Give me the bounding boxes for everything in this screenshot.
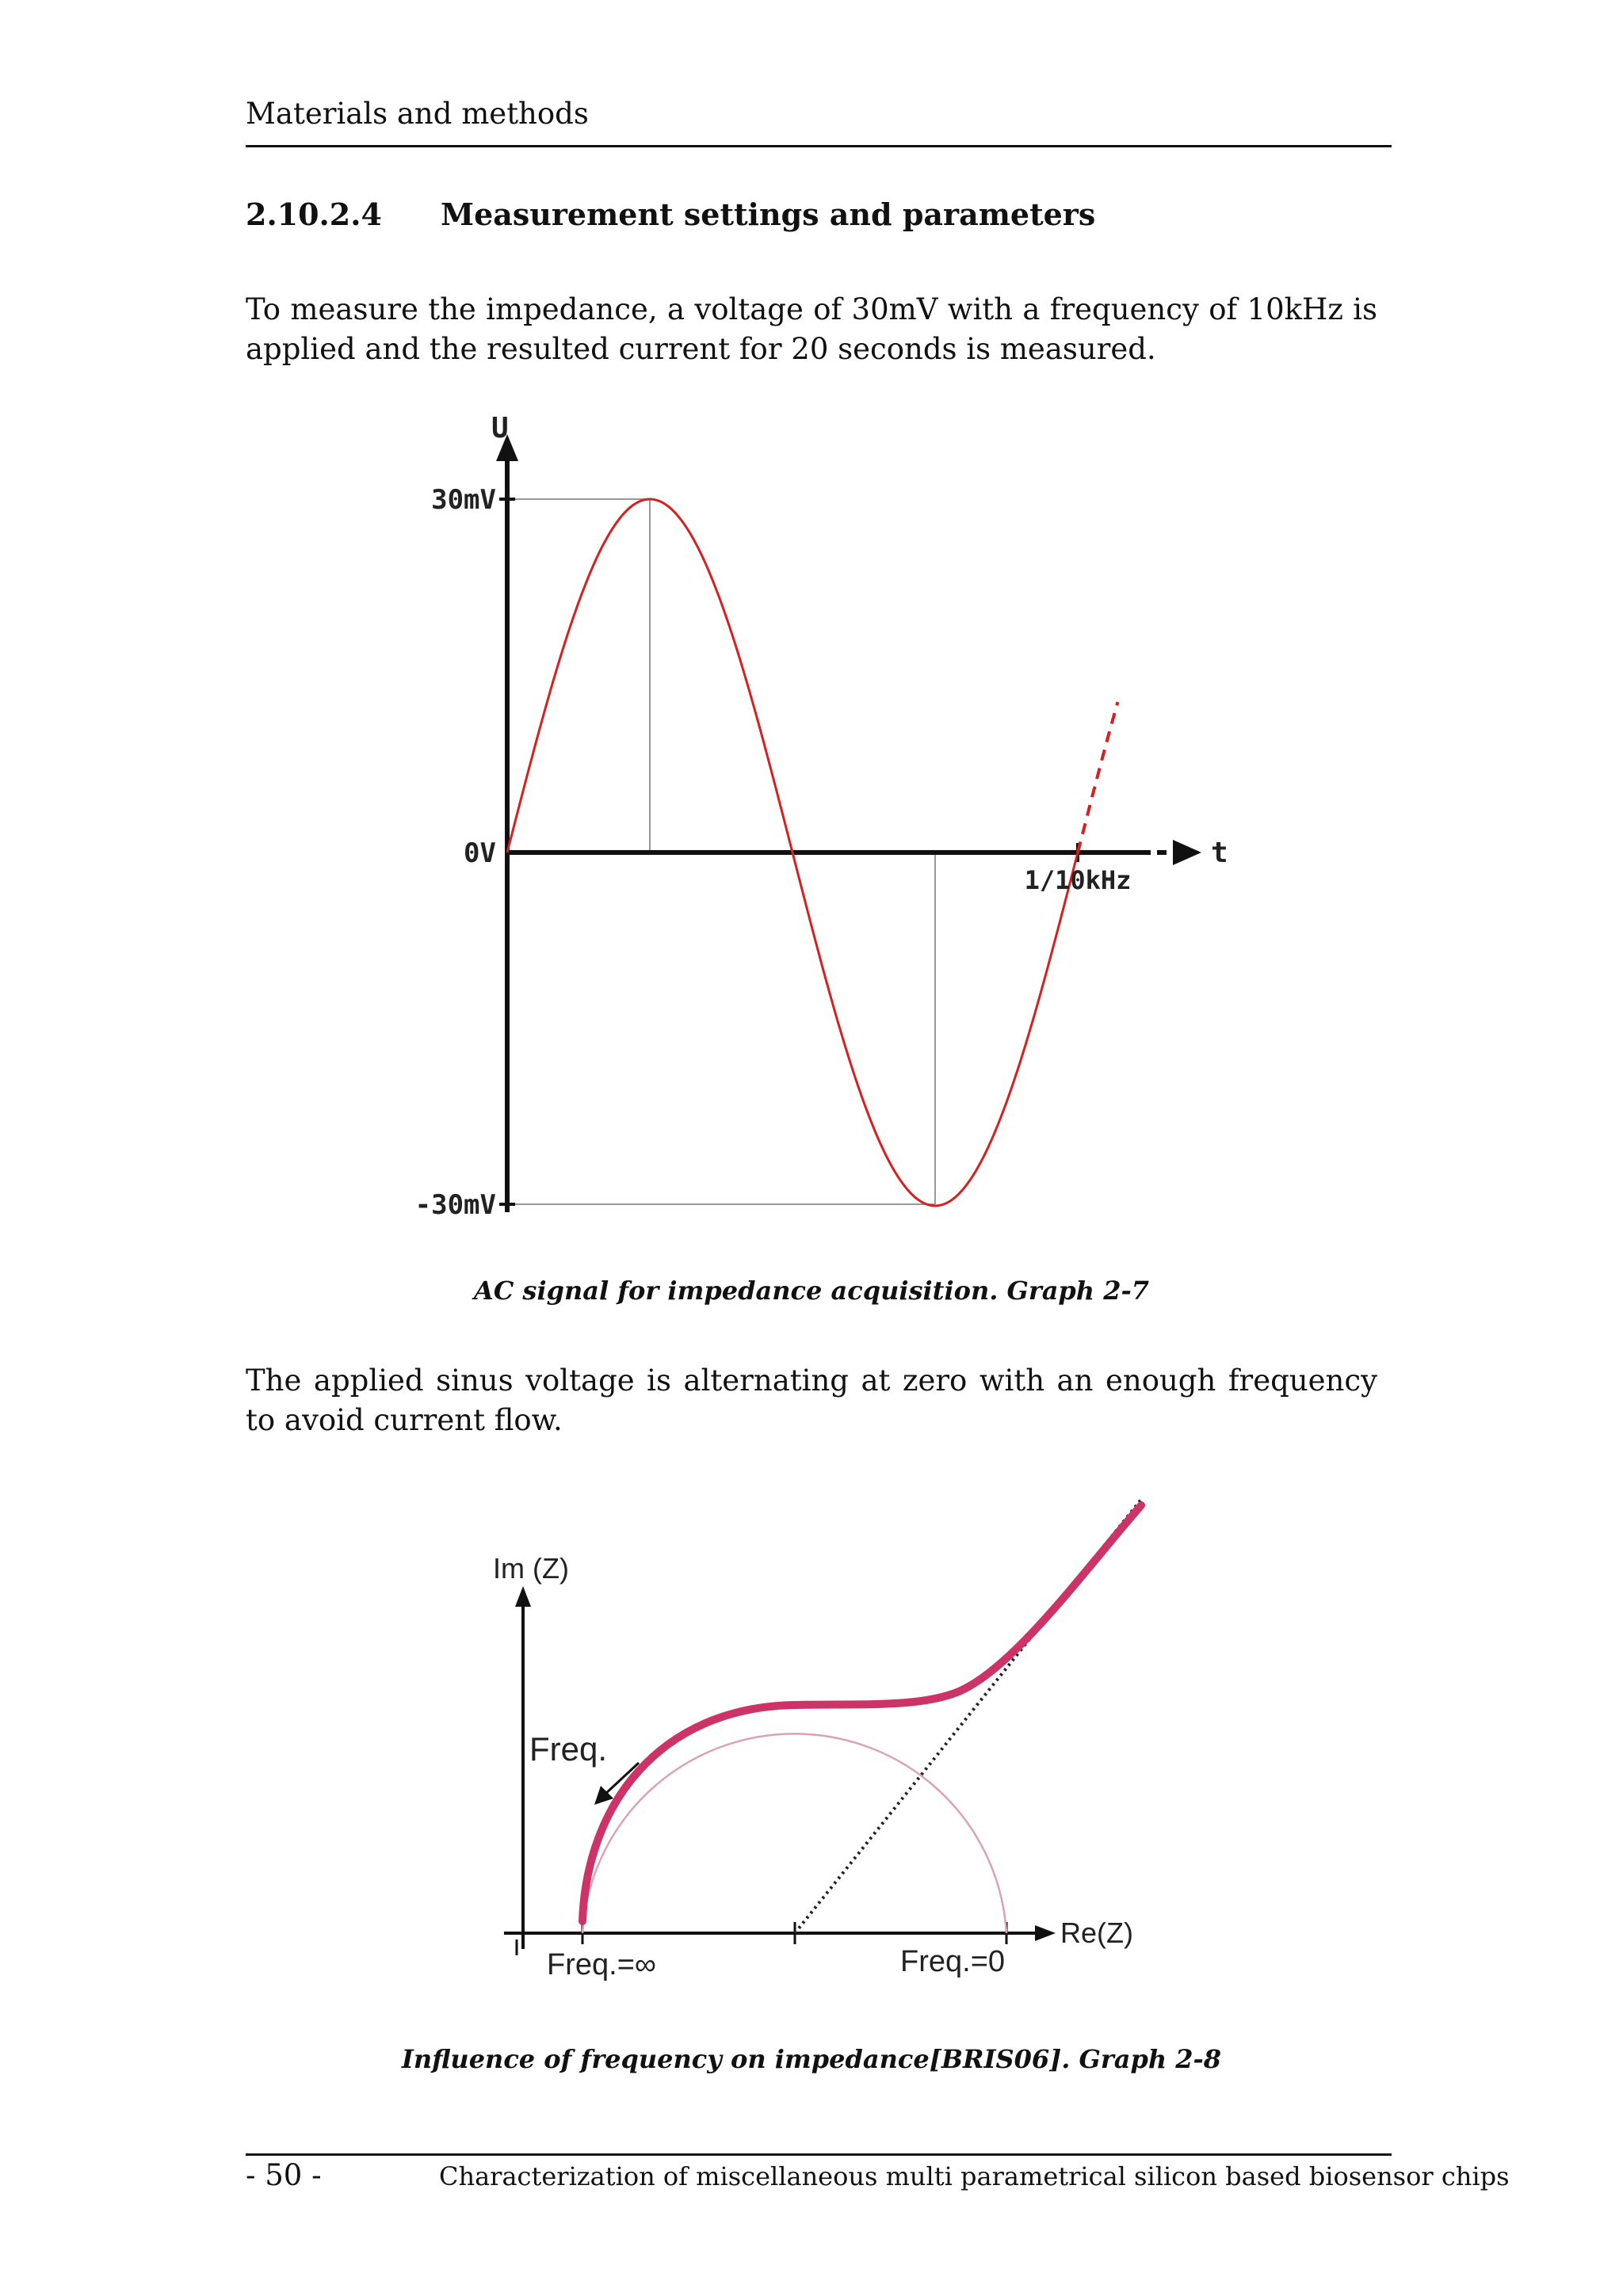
paragraph-1: To measure the impedance, a voltage of 30mV with a frequency of 10kHz is applied and the resulted current for 20 seconds is measured. [246,292,1377,366]
section-number: 2.10.2.4 [246,196,382,232]
page-number: - 50 - [246,2158,322,2192]
sine-curve-extension [1078,702,1117,852]
figure-1-caption: AC signal for impedance acquisition. Graph 2-7 [473,1276,1150,1306]
paragraph-2: The applied sinus voltage is alternating at zero with an enough frequency to avoid current flow. [246,1363,1377,1437]
nyquist-figure [475,1489,1173,2012]
footer-rule [246,2153,1392,2156]
section-title: Measurement settings and parameters [441,196,1096,232]
label-30mv: 30mV [431,484,496,516]
x-axis-arrow [1173,840,1201,865]
figure-2-caption: Influence of frequency on impedance[BRIS06]. Graph 2-8 [401,2044,1222,2074]
label-0v: 0V [464,837,496,869]
label-minus-30mv: -30mV [414,1189,496,1221]
y-axis-arrow [515,1586,531,1607]
y-axis-label: Im (Z) [493,1552,569,1585]
x-axis-arrow [1035,1925,1056,1941]
header-rule [246,145,1392,147]
running-footer: Characterization of miscellaneous multi parametrical silicon based biosensor chips [439,2161,1510,2191]
freq-arrow-label: Freq. [529,1730,608,1768]
label-freq-zero: Freq.=0 [900,1945,1006,1978]
x-axis-label: Re(Z) [1060,1917,1133,1949]
y-axis-label: U [491,412,509,444]
label-freq-inf: Freq.=∞ [547,1948,656,1981]
impedance-curve [582,1505,1141,1921]
x-axis-label: t [1211,837,1228,869]
label-period: 1/10kHz [1024,865,1132,895]
ac-signal-figure [380,412,1268,1252]
running-header: Materials and methods [246,97,589,131]
